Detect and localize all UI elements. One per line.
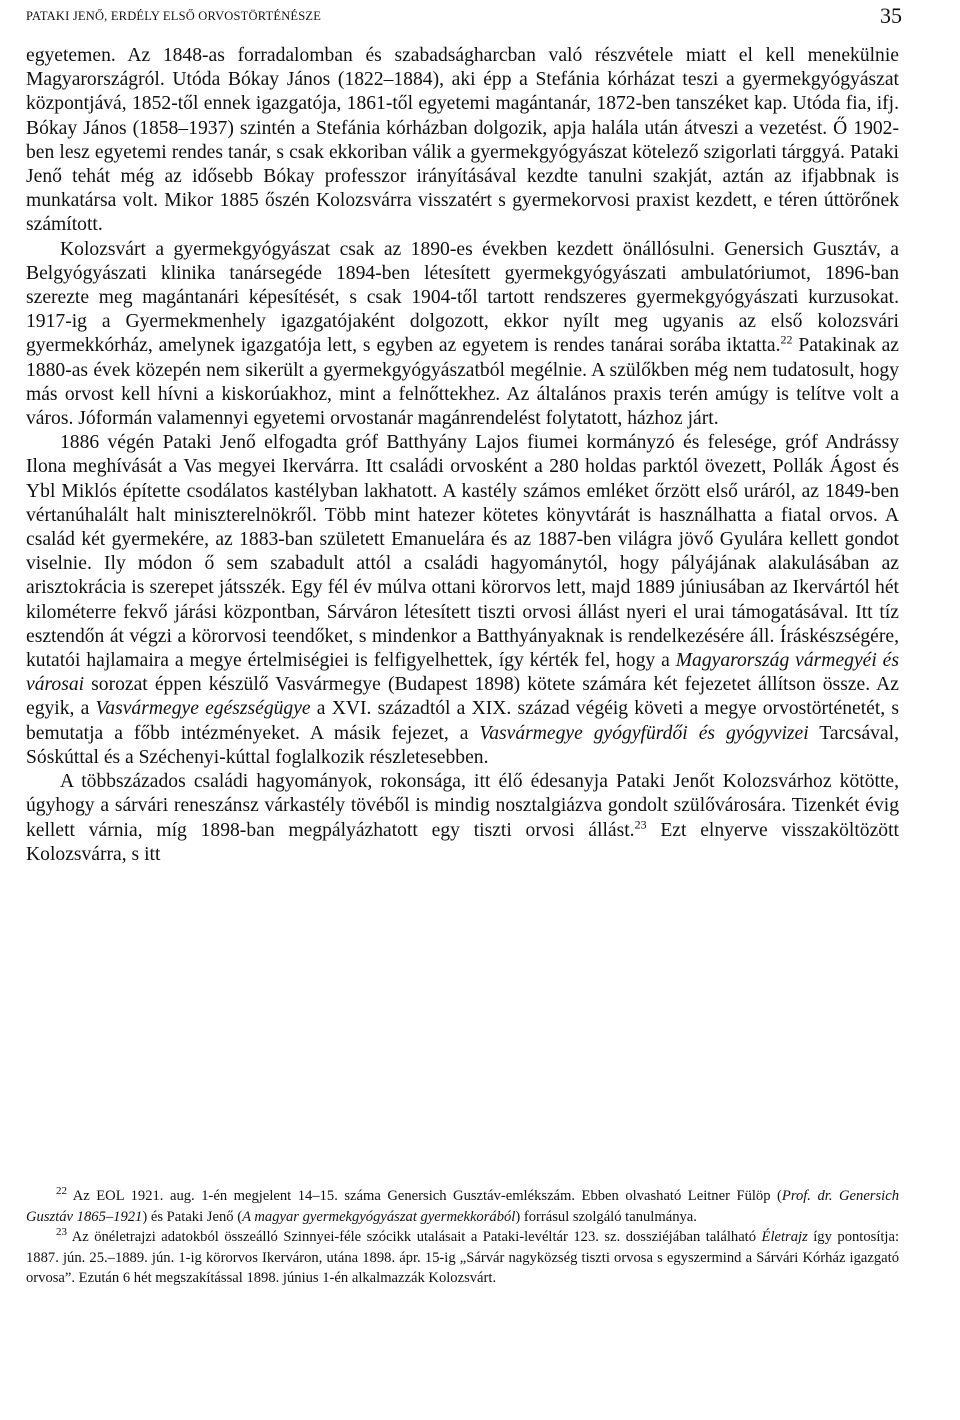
footnote-ref-23: 23 <box>634 816 647 831</box>
running-head: PATAKI JENŐ, ERDÉLY ELSŐ ORVOSTÖRTÉNÉSZE <box>26 9 322 23</box>
footnote-marker: 22 <box>56 1185 67 1198</box>
page-header <box>26 3 902 31</box>
footnote-ref-22: 22 <box>780 332 793 347</box>
chapter-title: Vasvármegye gyógyfürdői és gyógyvizei <box>479 722 809 744</box>
footnotes <box>26 1186 899 1289</box>
footnote-marker: 23 <box>56 1226 67 1239</box>
paragraph-1: egyetemen. Az 1848-as forradalomban és szabadságharcban való részvétele miatt el kell menekülnie Magyarországról. Utóda Bókay János (1822–1884), aki épp a Stefánia kórházat teszi a gyermekgyógyászat központjává, 1852-től ennek igazgatója, 1861-től egyetemi magántanár, 1872-ben tanszéket kap. Utóda fia, ifj. Bókay János (1858–1937) szintén a Stefánia kórházban dolgozik, apja halála után átveszi a vezetést. Ő 1902-ben lesz egyetemi rendes tanár, s csak ekkoriban válik a gyermekgyógyászat kötelező szigorlati tárggyá. Pataki Jenő tehát még az idősebb Bókay professzor irányításával kezdte tanulni szakját, aztán az ifjabbnak is munkatársa volt. Mikor 1885 őszén Kolozsvárra visszatért s gyermekorvosi praxist kezdett, e téren úttörőnek számított. <box>26 45 899 236</box>
paragraph-3: 1886 végén Pataki Jenő elfogadta gróf Batthyány Lajos fiumei kormányzó és felesége, gróf Andrássy Ilona meghívását a Vas megyei Ikervárra. Itt családi orvosként a 280 holdas parktól övezett, Pollák Ágost és Ybl Miklós építette csodálatos kastélyban lakhatott. A kastély számos emléket őrzött első uráról, az 1849-ben vértanúhalált halt miniszterelnökről. Több mint hatezer kötetes könyvtárát is használhatta a fiatal orvos. A család két gyermekére, az 1883-ban született Emanuelára és az 1887-ben világra jövő Gyulára kellett gondot viselnie. Ily módon ő sem szabadult attól a családi hagyománytól, hogy pályájának alakulásában az arisztokrácia is szerepet játsszék. Egy fél év múlva ottani körorvos lett, majd 1889 júniusában az Ikervártól hét kilométerre fekvő járási központban, Sárváron létesített tiszti orvosi állást nyeri el urai támogatásával. Itt tíz esztendőn át végzi a körorvosi teendőket, s mindenkor a Batthyányaknak is rendelkezésére áll. Íráskészségére, kutatói hajlamaira a megye értelmiségiei is felfigyelhettek, így kérték fel, hogy a Magyarország vármegyéi és városai sorozat éppen készülő Vasvármegye (Budapest 1898) kötete számára két fejezetet állítson össze. Az egyik, a Vasvármegye egészségügye a XVI. századtól a XIX. század végéig követi a megye orvostörténetét, s bemutatja a főbb intézményeket. A másik fejezet, a Vasvármegye gyógyfürdői és gyógyvizei Tarcsával, Sóskúttal és a Széchenyi-kúttal foglalkozik részletesebben. <box>26 432 900 768</box>
page-number: 35 <box>880 3 902 28</box>
cited-title: Prof. dr. Genersich Gusztáv 1865–1921 <box>26 1188 899 1225</box>
book-title: Magyarország vármegyéi és városai <box>26 650 900 696</box>
body-text <box>26 44 899 867</box>
chapter-title: Vasvármegye egészségügye <box>95 698 311 720</box>
footnote-23: $^{23}$ Az önéletrajzi adatokból összeálló Szinnyei-féle szócikk utalásait a Pataki-levéltár 123. sz. dossziéjában található Életrajz így pontosítja: 1887. jún. 25.–1889. jún. 1-ig körorvos Ikerváron, utána 1898. ápr. 15-ig „Sárvár nagyközség tiszti orvosa s egyszermind a Sárvári Kórház igazgató orvosa”. Ezután 6 hét megszakítással 1898. június 1-én alkalmazzák Kolozsvárt. <box>26 1226 900 1287</box>
paragraph-2: Kolozsvárt a gyermekgyógyászat csak az 1890-es években kezdett önállósulni. Genersich Gusztáv, a Belgyógyászati klinika tanársegéde 1894-ben létesített gyermekgyógyászati ambulatóriumot, 1896-ban szerezte meg magántanári képesítését, s csak 1904-től tartott rendszeres gyermekgyógyászati kurzusokat. 1917-ig a Gyermekmenhely igazgatójaként dolgozott, ekkor nyílt meg ugyanis az első kolozsvári gyermekkórház, amelynek igazgatója lett, s egyben az egyetem is rendes tanárai sorába iktatta.$^{22}$ Patakinak az 1880-as évek közepén nem sikerült a gyermekgyógyászatból megélnie. A szülőkben még nem tudatosult, hogy más orvost kell hívni a kiskorúakhoz, mint a felnőttekhez. Az általános praxis terén amúgy is telítve volt a város. Jóformán valamennyi egyetemi orvostanár magánrendelést folytatott, házhoz járt. <box>26 238 899 430</box>
footnote-22: $^{22}$ Az EOL 1921. aug. 1-én megjelent 14–15. száma Genersich Gusztáv-emlékszám. Ebben olvasható Leitner Fülöp (Prof. dr. Genersich Gusztáv 1865–1921) és Pataki Jenő (A magyar gyermekgyógyászat gyermekkorából) forrásul szolgáló tanulmánya. <box>26 1185 899 1225</box>
paragraph-4: A többszázados családi hagyományok, rokonsága, itt élő édesanyja Pataki Jenőt Kolozsvárhoz kötötte, úgyhogy a sárvári reneszánsz várkastély tövéből is mindig nosztalgiázva gondolt szülővárosára. Tizenkét évig kellett várnia, míg 1898-ban megpályázhatott egy tiszti orvosi állást.$^{23}$ Ezt elnyerve visszaköltözött Kolozsvárra, s itt <box>26 771 899 865</box>
cited-title: A magyar gyermekgyógyászat gyermekkorából <box>242 1208 516 1225</box>
cited-title: Életrajz <box>761 1229 808 1246</box>
